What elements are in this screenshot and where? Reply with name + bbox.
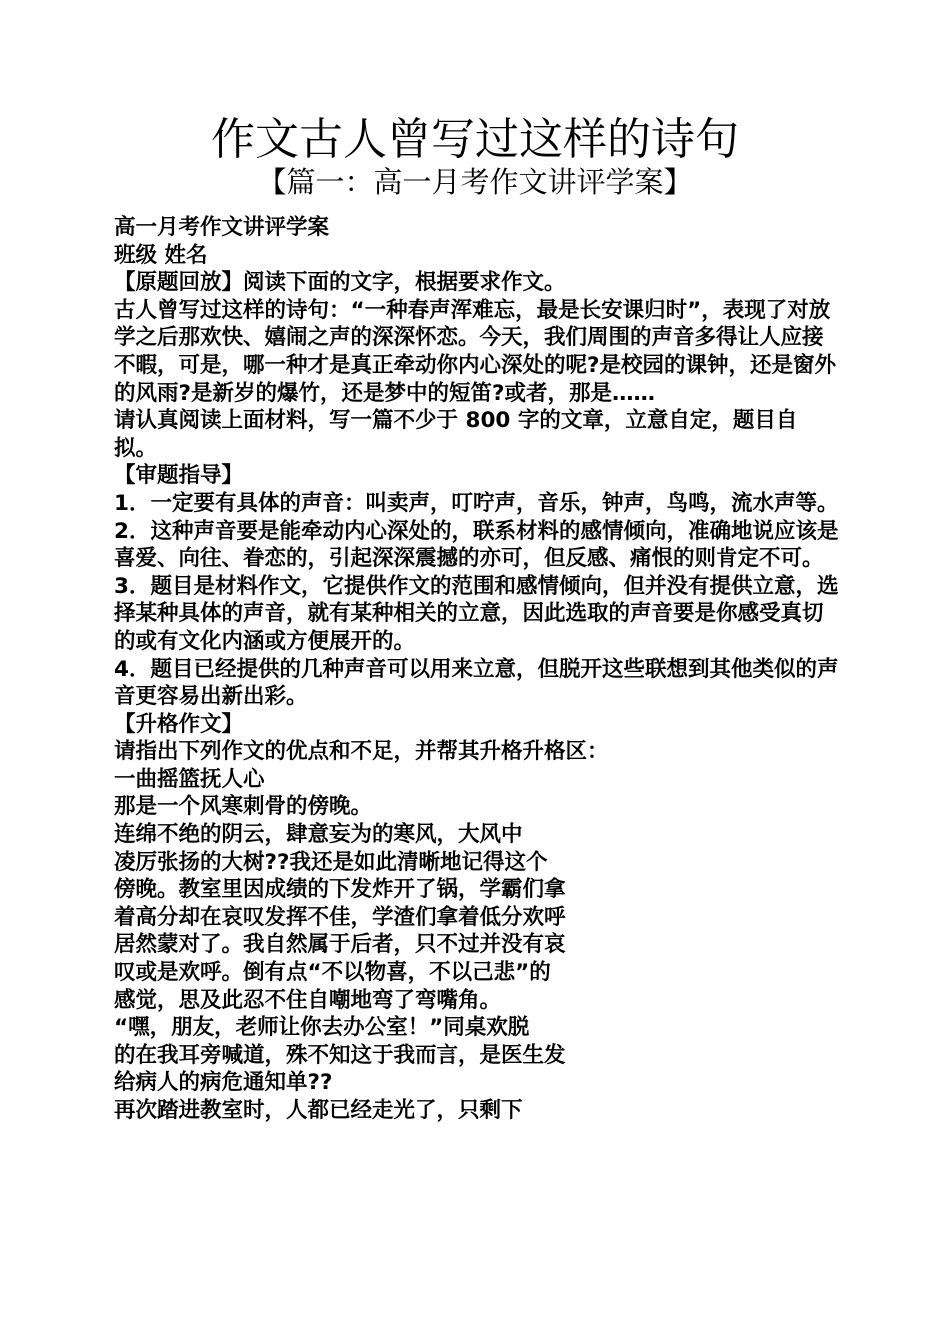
essay-line: 叹或是欢呼。倒有点“不以物喜，不以己悲”的 <box>114 960 551 986</box>
document-body <box>114 214 839 1125</box>
class-name-line: 班级 姓名 <box>114 242 208 268</box>
guidance-item: 3．题目是材料作文，它提供作文的范围和感情倾向，但并没有提供立意，选择某种具体的声音，就有某种相关的立意，因此选取的声音要是你感受真切的或有文化内涵或方便展开的。 <box>114 573 839 654</box>
essay-line: 那是一个风寒刺骨的傍晚。 <box>114 794 373 820</box>
section-heading: 【审题指导】 <box>114 463 244 489</box>
essay-line: 感觉，思及此忍不住自嘲地弯了弯嘴角。 <box>114 987 502 1013</box>
essay-line: 凌厉张扬的大树??我还是如此清晰地记得这个 <box>114 849 548 875</box>
section-heading: 【原题回放】阅读下面的文字，根据要求作文。 <box>114 270 566 296</box>
essay-title: 一曲摇篮抚人心 <box>114 766 265 792</box>
guidance-item: 2．这种声音要是能牵动内心深处的，联系材料的感情倾向，准确地说应该是喜爱、向往、眷恋的，引起深深震撼的亦可，但反感、痛恨的则肯定不可。 <box>114 518 839 572</box>
section-heading: 高一月考作文讲评学案 <box>114 215 330 240</box>
guidance-item: 1．一定要有具体的声音：叫卖声，叮咛声，音乐，钟声，鸟鸣，流水声等。 <box>114 490 839 516</box>
essay-line: 再次踏进教室时，人都已经走光了，只剩下 <box>114 1098 523 1123</box>
document-title: 作文古人曾写过这样的诗句 <box>211 114 739 165</box>
prompt-paragraph: 古人曾写过这样的诗句：“一种春声浑难忘，最是长安课归时”，表现了对放学之后那欢快、嬉闹之声的深深怀恋。今天，我们周围的声音多得让人应接不暇，可是，哪一种才是真正牵动你内心深处的呢?是校园的课钟，还是窗外的风雨?是新岁的爆竹，还是梦中的短笛?或者，那是…… <box>114 297 836 406</box>
essay-line: 着高分却在哀叹发挥不佳，学渣们拿着低分欢呼 <box>114 904 566 930</box>
guidance-item: 4．题目已经提供的几种声音可以用来立意，但脱开这些联想到其他类似的声音更容易出新出彩。 <box>114 656 839 710</box>
essay-line: 给病人的病危通知单?? <box>114 1070 333 1096</box>
instruction-line: 请指出下列作文的优点和不足，并帮其升格升格区： <box>114 739 609 765</box>
essay-line: 的在我耳旁喊道，殊不知这于我而言，是医生发 <box>114 1042 566 1068</box>
essay-line: 傍晚。教室里因成绩的下发炸开了锅，学霸们拿 <box>114 877 566 903</box>
essay-line: 连绵不绝的阴云，肆意妄为的寒风，大风中 <box>114 822 523 848</box>
requirement-paragraph: 请认真阅读上面材料，写一篇不少于 800 字的文章，立意自定，题目自拟。 <box>114 408 798 461</box>
essay-line: 居然蒙对了。我自然属于后者，只不过并没有哀 <box>114 932 566 958</box>
section-heading: 【升格作文】 <box>114 711 244 737</box>
essay-line: “嘿，朋友，老师让你去办公室！”同桌欢脱 <box>114 1015 530 1041</box>
document-subtitle: 【篇一：高一月考作文讲评学案】 <box>257 165 693 199</box>
